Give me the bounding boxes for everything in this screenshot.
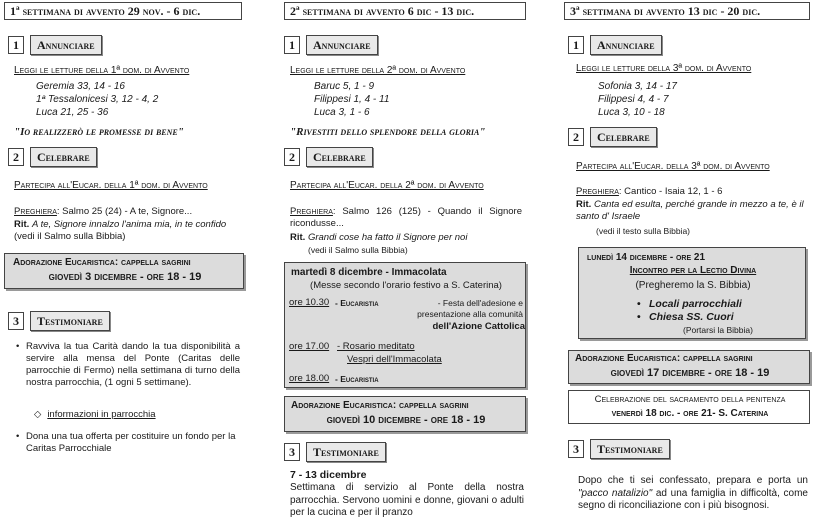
final-text-1: Dopo che ti sei confessato, prepara e porta un: [578, 475, 808, 486]
final-italic: "pacco natalizio": [578, 487, 653, 499]
time-1030: ore 10.30: [289, 297, 330, 308]
reading-1: Baruc 5, 1 - 9: [314, 81, 375, 92]
eucaristia-label: - Eucaristia: [335, 298, 379, 308]
festa-text: - Festa dell'adesione e presentazione alla comunità: [417, 298, 523, 319]
rit-note: (vedi il Salmo sulla Bibbia): [308, 245, 408, 255]
ritornello: [14, 219, 246, 243]
adorazione-line1: Adorazione Eucaristica: cappella sagrini: [575, 353, 753, 364]
reading-2: Filippesi 4, 4 - 7: [598, 94, 669, 105]
adorazione-line2: giovedì 3 dicembre - ore 18 - 19: [48, 271, 202, 283]
reading-3: Luca 3, 10 - 18: [598, 107, 665, 118]
preghiera-text: : Salmo 25 (24) - A te, Signore...: [56, 206, 193, 217]
section-number: 2: [8, 148, 24, 166]
bullet-icon: •: [637, 311, 641, 323]
motto: "Rivestiti dello splendore della gloria": [290, 126, 486, 138]
partecipa-text: Partecipa all'Eucar. della 3ª dom. di Avvento: [576, 161, 770, 172]
final-text-2: ad una famiglia in difficoltà, come segno di riconciliazione con i più bisognosi.: [578, 487, 808, 511]
testimoniare-heading: Testimoniare: [590, 439, 670, 459]
preghiera: [14, 206, 246, 218]
servizio-date: 7 - 13 dicembre: [290, 469, 367, 481]
portarsi: (Portarsi la Bibbia): [683, 325, 753, 335]
annunciare-heading: Annunciare: [306, 35, 378, 55]
section-number: 2: [284, 148, 300, 166]
lectio-box: [578, 247, 806, 339]
celebrare-heading: Celebrare: [306, 147, 373, 167]
preghiera-text: : Cantico - Isaia 12, 1 - 6: [618, 186, 723, 197]
info-link[interactable]: informazioni in parrocchia: [47, 409, 156, 420]
servizio-text: Settimana di servizio al Ponte della nostra parrocchia. Servono uomini e donne, giovani o adulti per la cucina e per il pranzo: [290, 482, 524, 518]
section-number: 2: [568, 128, 584, 146]
adorazione-line1: Adorazione Eucaristica: cappella sagrini: [13, 257, 191, 268]
azione-cattolica: dell'Azione Cattolica: [432, 321, 525, 332]
adorazione-box: [284, 396, 526, 432]
immacolata-sub: (Messe secondo l'orario festivo a S. Caterina): [310, 280, 502, 291]
rit-note: (vedi il testo sulla Bibbia): [596, 226, 691, 236]
bullet-dona: • Dona una tua offerta per costituire un fondo per la Caritas Parrocchiale: [26, 431, 240, 455]
adorazione-box: [568, 350, 810, 384]
rit-text: Canta ed esulta, perché grande in mezzo a te, è il santo d' Israele: [576, 199, 804, 222]
adorazione-line2: giovedì 17 dicembre - ore 18 - 19: [610, 367, 770, 379]
luogo-2-text: Chiesa SS. Cuori: [649, 311, 734, 323]
preghiera-text: : Salmo 126 (125) - Quando il Signore ricondusse...: [290, 206, 522, 229]
letture-title: Leggi le letture della 1ª dom. di Avvento: [14, 65, 190, 76]
adorazione-line1: Adorazione Eucaristica: cappella sagrini: [291, 400, 469, 411]
celebrare-heading: Celebrare: [590, 127, 657, 147]
time-1800: ore 18.00: [289, 373, 330, 384]
info-item: [34, 409, 156, 421]
vespri: Vespri dell'Immacolata: [347, 354, 442, 365]
lectio-sub: (Pregheremo la S. Bibbia): [635, 280, 751, 291]
bullet-icon: •: [637, 298, 641, 310]
celebrare-heading: Celebrare: [30, 147, 97, 167]
rit-label: Rit.: [14, 219, 30, 230]
letture-title: Leggi le letture della 2ª dom. di Avvento: [290, 65, 466, 76]
section-number: 1: [568, 36, 584, 54]
annunciare-heading: Annunciare: [30, 35, 102, 55]
reading-1: Sofonia 3, 14 - 17: [598, 81, 677, 92]
penitenza-line1: Celebrazione del sacramento della penitenza: [594, 394, 786, 405]
rit-text: Grandi cose ha fatto il Signore per noi: [307, 232, 468, 243]
luogo-1-text: Locali parrocchiali: [649, 298, 742, 310]
preghiera-label: Preghiera: [14, 206, 57, 217]
penitenza-box: [568, 390, 810, 424]
ritornello: [290, 232, 522, 244]
partecipa-text: Partecipa all'Eucar. della 1ª dom. di Avvento: [14, 180, 208, 191]
reading-2: 1ª Tessalonicesi 3, 12 - 4, 2: [36, 94, 159, 105]
motto: "Io realizzerò le promesse di bene": [14, 126, 184, 138]
luogo-1: [637, 298, 742, 311]
letture-title: Leggi le letture della 3ª dom. di Avvento: [576, 63, 752, 74]
testimoniare-heading: Testimoniare: [306, 442, 386, 462]
testimoniare-heading: Testimoniare: [30, 311, 110, 331]
bullet-ravviva: • Ravviva la tua Carità dando la tua disponibilità a servire alla mensa del Ponte (Caritas delle parrocchie di Fermo) nella settimana di turno della nostra parrocchia, (1 ogni 5 settimane).: [26, 341, 240, 389]
immacolata-box: [284, 262, 526, 388]
rit-text: A te, Signore innalzo l'anima mia, in te confido: [31, 219, 227, 230]
preghiera-label: Preghiera: [290, 206, 333, 217]
section-number: 1: [284, 36, 300, 54]
luogo-2: [637, 311, 734, 324]
section-number: 3: [8, 312, 24, 330]
adorazione-line2: giovedì 10 dicembre - ore 18 - 19: [326, 414, 486, 426]
lectio-line2: Incontro per la Lectio Divina: [629, 265, 757, 276]
section-number: 3: [284, 443, 300, 461]
partecipa-text: Partecipa all'Eucar. della 2ª dom. di Avvento: [290, 180, 484, 191]
section-number: 3: [568, 440, 584, 458]
reading-3: Luca 3, 1 - 6: [314, 107, 370, 118]
rit-note: (vedi il Salmo sulla Bibbia): [14, 230, 126, 242]
week-header: 3ª settimana di avvento 13 dic - 20 dic.: [564, 2, 810, 20]
immacolata-title: martedì 8 dicembre - Immacolata: [291, 267, 447, 278]
preghiera: [290, 206, 522, 230]
reading-3: Luca 21, 25 - 36: [36, 107, 109, 118]
reading-2: Filippesi 1, 4 - 11: [314, 94, 390, 105]
reading-1: Geremia 33, 14 - 16: [36, 81, 125, 92]
penitenza-line2: venerdì 18 dic. - ore 21- S. Caterina: [611, 408, 769, 419]
diamond-icon: ◇: [34, 409, 42, 420]
final-text: [578, 475, 808, 513]
rit-label: Rit.: [576, 199, 592, 210]
week-header: 1ª settimana di avvento 29 nov. - 6 dic.: [4, 2, 242, 20]
annunciare-heading: Annunciare: [590, 35, 662, 55]
preghiera-label: Preghiera: [576, 186, 619, 197]
rosario: - Rosario meditato: [337, 341, 415, 352]
section-number: 1: [8, 36, 24, 54]
ritornello: [576, 199, 808, 223]
preghiera: [576, 186, 808, 198]
lectio-line1: lunedì 14 dicembre - ore 21: [587, 252, 706, 263]
adorazione-box: [4, 253, 244, 289]
week-header: 2ª settimana di avvento 6 dic - 13 dic.: [284, 2, 526, 20]
eucaristia-label: - Eucaristia: [335, 374, 379, 384]
rit-label: Rit.: [290, 232, 306, 243]
time-1700: ore 17.00: [289, 341, 330, 352]
